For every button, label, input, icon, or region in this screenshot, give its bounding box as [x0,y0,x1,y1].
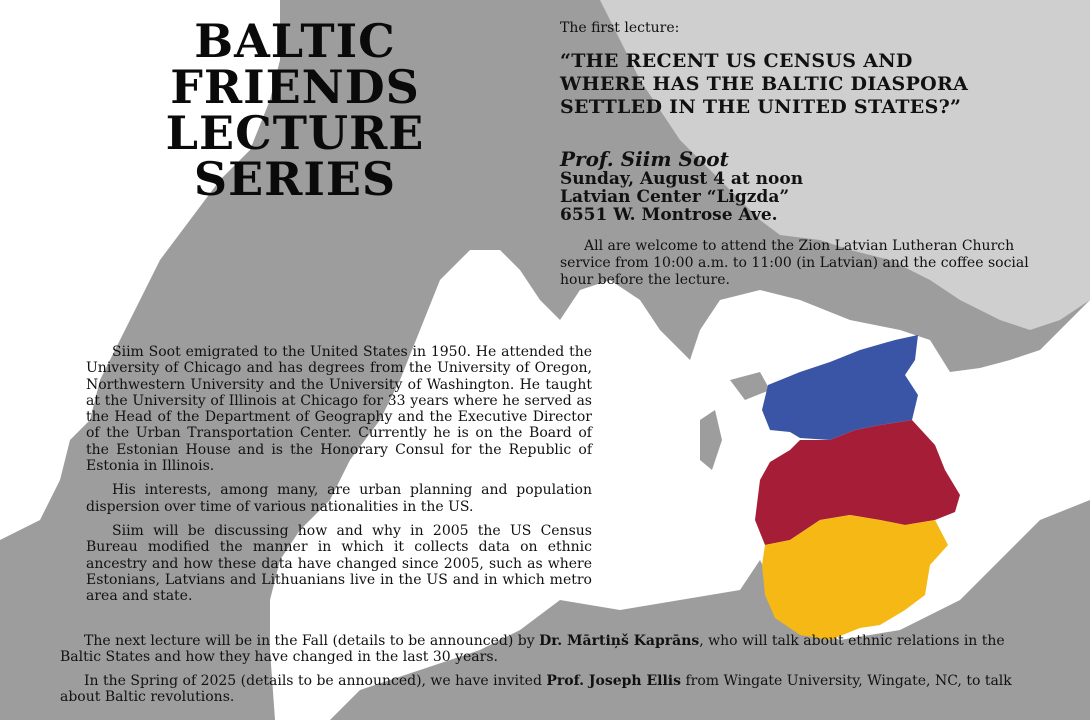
welcome-note: All are welcome to attend the Zion Latvian Lutheran Church service from 10:00 a.m. to 11:00 (in Latvian) and the coffee social hour before the lecture. [560,238,1029,288]
bio-paragraph: Siim will be discussing how and why in 2005 the US Census Bureau modified the manner in which it collects data on ethnic ancestry and how these data have changed since 2005, such as where Estonians, Latvians and Lithuanians live in the US and in which metro area and state. [86,522,592,605]
bio-paragraph: His interests, among many, are urban planning and population dispersion over time of various nationalities in the US. [86,482,592,515]
spring-lecture-text: from Wingate University, Wingate, NC, to talk about Baltic revolutions. [60,673,1012,705]
lecture-details [560,170,803,224]
lecture-venue: Latvian Center “Ligzda” [560,187,790,207]
lecture-address: 6551 W. Montrose Ave. [560,205,778,225]
lecture-title-line: SETTLED IN THE UNITED STATES?” [560,96,962,118]
next-lecture-text: The next lecture will be in the Fall (details to be announced) by [84,633,540,649]
next-lecture-paragraph [60,633,1020,665]
spring-lecturer-name: Prof. Joseph Ellis [546,673,681,689]
lecture-title-line: “THE RECENT US CENSUS AND [560,50,913,72]
spring-lecture-paragraph [60,673,1020,705]
lecture-date: Sunday, August 4 at noon [560,169,804,189]
spring-lecture-text: In the Spring of 2025 (details to be announced), we have invited [84,673,547,689]
title-line: BALTIC [194,14,396,68]
upcoming-lectures [60,633,1020,713]
title-line: LECTURE [165,106,425,160]
speaker-bio [86,344,592,612]
next-lecturer-name: Dr. Mārtiņš Kaprāns [539,633,700,649]
title-line: SERIES [193,152,397,206]
bio-paragraph: Siim Soot emigrated to the United States in 1950. He attended the University of Chicago and has degrees from the University of Oregon, Northwestern University and the University of Washington. He taught at the University of Illinois at Chicago for 33 years where he served as the Head of the Department of Geography and the Executive Director of the Urban Transportation Center. Currently he is on the Board of the Estonian House and is the Honorary Consul for the Republic of Estonia in Illinois. [86,344,592,475]
map-island [730,372,770,400]
lecture-title [560,50,1040,119]
series-title [150,14,440,206]
title-line: FRIENDS [170,60,420,114]
speaker-name: Prof. Siim Soot [560,147,729,171]
next-lecture-text: , who will talk about ethnic relations in the Baltic States and how they have changed in the last 30 years. [60,633,1005,665]
first-lecture-label: The first lecture: [560,20,680,36]
map-island [700,410,722,470]
lecture-title-line: WHERE HAS THE BALTIC DIASPORA [560,73,969,95]
